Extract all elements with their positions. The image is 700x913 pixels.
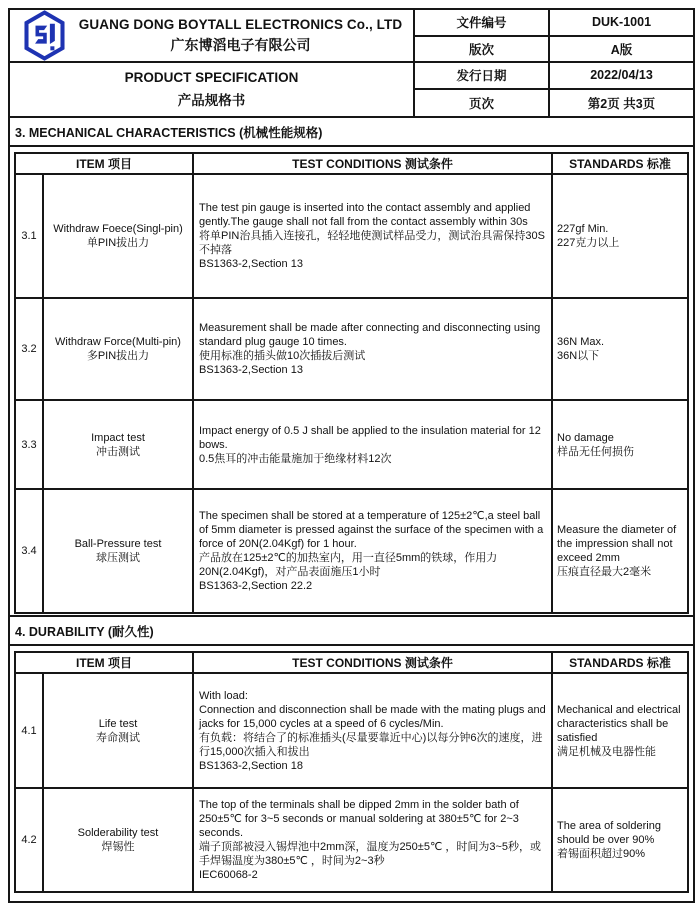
item-name-en: Withdraw Foece(Singl-pin) <box>53 223 183 235</box>
row-number: 4.1 <box>16 674 44 787</box>
text-line: 使用标准的插头做10次插拔后测试 <box>199 350 366 362</box>
item-name-cn: 冲击测试 <box>96 445 140 458</box>
item-name-en: Impact test <box>91 431 145 444</box>
item-name-cn: 球压测试 <box>96 552 140 564</box>
text-line: 36N Max. <box>557 336 605 348</box>
text-line: 36N以下 <box>557 350 600 362</box>
item-name-en: Withdraw Force(Multi-pin) <box>55 336 181 348</box>
item-name-cn: 焊锡性 <box>101 841 135 853</box>
table-header-row <box>16 154 687 173</box>
text-line: IEC60068-2 <box>199 869 258 881</box>
standards-cell <box>553 490 687 612</box>
text-line: BS1363-2,Section 22.2 <box>199 580 313 592</box>
table-row-4-1 <box>16 672 687 787</box>
field-value-issue-date: 2022/04/13 <box>550 63 693 90</box>
text-line: 有负载：将结合了的标准插头(尽量要靠近中心)以每分钟6次的速度，进行15,000次插入和拔出 <box>199 731 543 758</box>
text-line: BS1363-2,Section 18 <box>199 759 303 772</box>
table-row-3-1 <box>16 173 687 297</box>
doc-title-en: PRODUCT SPECIFICATION <box>124 70 299 85</box>
text-line: 227gf Min. <box>557 223 609 235</box>
text-line: BS1363-2,Section 13 <box>199 364 303 376</box>
table-row-3-4 <box>16 488 687 612</box>
table-row-4-2 <box>16 787 687 891</box>
item-cell <box>44 789 194 891</box>
standards-cell <box>553 674 687 787</box>
conditions-cell <box>194 789 553 891</box>
field-value-page: 第2页 共3页 <box>587 96 656 111</box>
doc-title-block <box>10 63 415 116</box>
column-header-conditions: TEST CONDITIONS 测试条件 <box>194 653 553 672</box>
text-line: 产品放在125±2℃的加热室内，用一直径5mm的铁球，作用力20N(2.04Kgf)，对产品表面施压1小时 <box>199 552 498 578</box>
column-header-conditions: TEST CONDITIONS 测试条件 <box>194 154 553 173</box>
text-line: 着锡面积超过90% <box>557 848 646 860</box>
doc-title-cn: 产品规格书 <box>177 93 246 108</box>
item-name-en: Life test <box>98 717 138 730</box>
text-line: BS1363-2,Section 13 <box>199 258 303 270</box>
row-number: 3.2 <box>16 299 44 399</box>
field-label-revision: 版次 <box>415 37 550 64</box>
column-header-item: ITEM 项目 <box>16 154 194 173</box>
text-line: No damage <box>557 431 614 444</box>
conditions-cell <box>194 490 553 612</box>
mechanical-table <box>14 152 689 614</box>
standards-cell <box>553 175 687 297</box>
standards-cell <box>553 789 687 891</box>
column-header-standards: STANDARDS 标准 <box>569 156 671 171</box>
item-name-en: Solderability test <box>77 827 159 839</box>
item-cell <box>44 490 194 612</box>
text-line: Impact energy of 0.5 J shall be applied to the insulation material for 12 bows. <box>199 424 541 451</box>
text-line: Connection and disconnection shall be made with the mating plugs and jacks for 15,000 cycles at a speed of 6 cycles/Min. <box>199 703 546 730</box>
standards-cell <box>553 401 687 488</box>
row-number: 3.1 <box>16 175 44 297</box>
item-name-cn: 多PIN拔出力 <box>86 350 150 362</box>
company-name-en: GUANG DONG BOYTALL ELECTRONICS Co., LTD <box>78 16 403 32</box>
document-frame <box>8 8 695 903</box>
table-row-3-2 <box>16 297 687 399</box>
item-name-en: Ball-Pressure test <box>74 538 162 550</box>
conditions-cell <box>194 175 553 297</box>
text-line: 227克力以上 <box>557 237 620 249</box>
conditions-cell <box>194 401 553 488</box>
company-name-cn: 广东博滔电子有限公司 <box>170 36 311 53</box>
text-line: 样品无任何损伤 <box>557 445 634 458</box>
standards-cell <box>553 299 687 399</box>
text-line: 压痕直径最大2毫米 <box>557 566 652 578</box>
column-header-standards: STANDARDS 标准 <box>569 655 671 670</box>
document-header <box>10 10 693 118</box>
section-title-mechanical: 3. MECHANICAL CHARACTERISTICS (机械性能规格) <box>10 118 693 147</box>
text-line: 0.5焦耳的冲击能量施加于绝缘材料12次 <box>199 452 392 465</box>
conditions-cell <box>194 299 553 399</box>
field-value-revision: A版 <box>550 37 693 64</box>
row-number: 3.3 <box>16 401 44 488</box>
durability-table <box>14 651 689 893</box>
text-line: The specimen shall be stored at a temperature of 125±2℃,a steel ball of 5mm diameter is pressed against the surface of the specimen with a force of 20N(2.04Kgf) for 1 hour. <box>199 510 544 550</box>
item-cell <box>44 401 194 488</box>
text-line: Measurement shall be made after connecting and disconnecting using standard plug gauge 10 times. <box>199 322 541 348</box>
item-cell <box>44 674 194 787</box>
item-name-cn: 寿命测试 <box>96 731 140 744</box>
field-label-page: 页次 <box>415 90 550 117</box>
text-line: 满足机械及电器性能 <box>557 745 656 758</box>
company-name <box>74 17 407 55</box>
row-number: 3.4 <box>16 490 44 612</box>
text-line: 端子顶部被浸入锡焊池中2mm深，温度为250±5℃ ，时间为3~5秒，或手焊锡温度为380±5℃ ，时间为2~3秒 <box>199 841 542 867</box>
item-cell <box>44 175 194 297</box>
company-block <box>10 10 415 63</box>
text-line: Measure the diameter of the impression shall not exceed 2mm <box>557 524 677 564</box>
text-line: The test pin gauge is inserted into the contact assembly and applied gently.The gauge shall not fall from the contact assembly within 30s <box>199 202 531 228</box>
conditions-cell <box>194 674 553 787</box>
field-value-doc-number: DUK-1001 <box>550 10 693 37</box>
table-header-row <box>16 653 687 672</box>
column-header-item: ITEM 项目 <box>16 653 194 672</box>
row-number: 4.2 <box>16 789 44 891</box>
text-line: The top of the terminals shall be dipped 2mm in the solder bath of 250±5℃ for 3~5 seconds or manual soldering at 380±5℃ for 2~3 seconds. <box>199 799 519 839</box>
text-line: Mechanical and electrical characteristics shall be satisfied <box>557 703 681 744</box>
text-line: The area of soldering should be over 90% <box>557 820 661 846</box>
section-title-durability: 4. DURABILITY (耐久性) <box>10 615 693 646</box>
item-cell <box>44 299 194 399</box>
field-label-issue-date: 发行日期 <box>415 63 550 90</box>
text-line: 将单PIN治具插入连接孔，轻轻地使测试样品受力，测试治具需保持30S不掉落 <box>199 230 545 256</box>
text-line: With load: <box>199 689 248 702</box>
field-label-doc-number: 文件编号 <box>415 10 550 37</box>
item-name-cn: 单PIN拔出力 <box>86 237 150 249</box>
company-logo-icon <box>22 10 74 61</box>
table-row-3-3 <box>16 399 687 488</box>
